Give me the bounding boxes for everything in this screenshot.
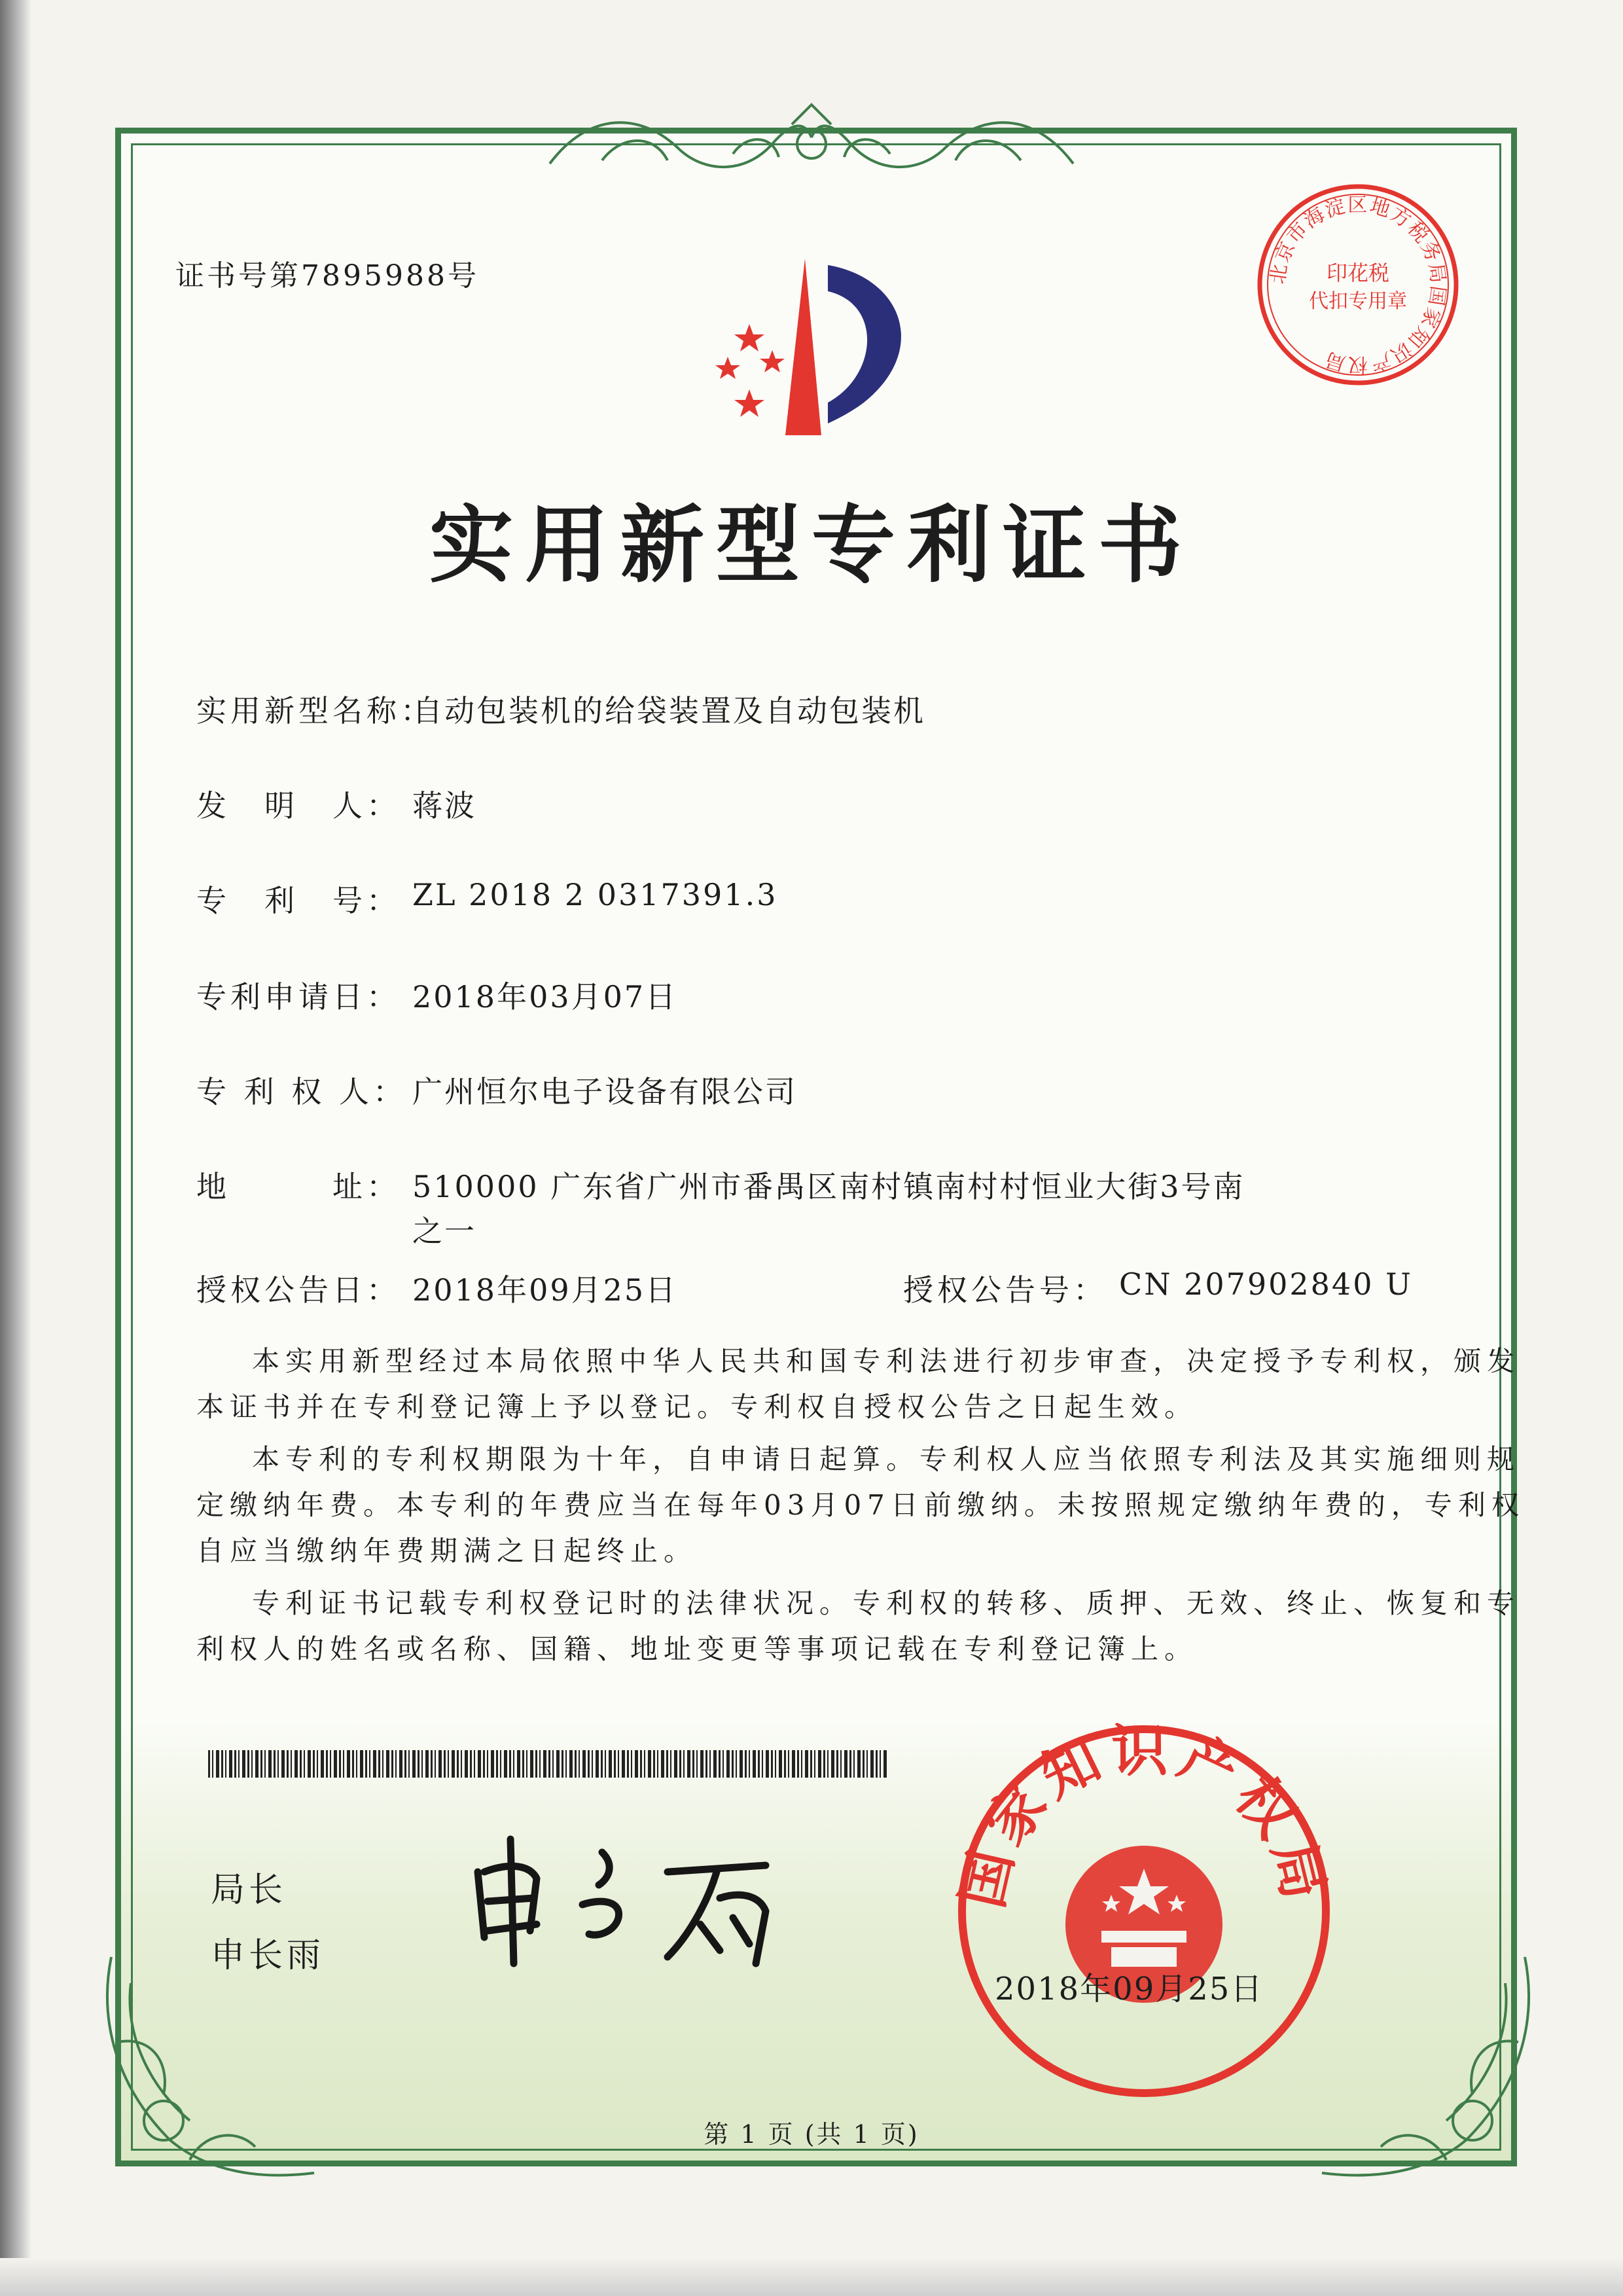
handwritten-signature xyxy=(458,1826,825,1977)
signatory-name: 申长雨 xyxy=(211,1936,325,1975)
paragraph-2-line-3: 自应当缴纳年费期满之日起终止。 xyxy=(196,1535,698,1567)
field-label-grant-date: 授权公告日： xyxy=(196,1272,401,1308)
bottom-left-corner-ornament xyxy=(92,1944,327,2193)
tax-stamp-ring-text: 北京市海淀区地方税务局国家知识产权局 xyxy=(1266,193,1450,376)
paragraph-3-line-1: 专利证书记载专利权登记时的法律状况。专利权的转移、质押、无效、终止、恢复和专 xyxy=(252,1587,1521,1619)
certificate-number: 证书号第7895988号 xyxy=(175,259,479,293)
tax-stamp-center-line1: 印花税 xyxy=(1326,260,1390,285)
field-value-address-line2: 之一 xyxy=(412,1213,476,1249)
field-value-patent-no: ZL 2018 2 0317391.3 xyxy=(412,877,778,912)
cnipa-emblem-icon xyxy=(687,252,936,448)
field-value-patentee: 广州恒尔电子设备有限公司 xyxy=(412,1074,797,1109)
field-value-filing-date: 2018年03月07日 xyxy=(412,979,678,1014)
paragraph-1-line-2: 本证书并在专利登记簿上予以登记。专利权自授权公告之日起生效。 xyxy=(196,1391,1198,1423)
field-value-name: 自动包装机的给袋装置及自动包装机 xyxy=(412,693,925,728)
barcode xyxy=(208,1750,889,1778)
seal-date: 2018年09月25日 xyxy=(995,1971,1264,2007)
scan-page-edge xyxy=(0,0,31,2296)
paragraph-1-line-1: 本实用新型经过本局依照中华人民共和国专利法进行初步审查，决定授予专利权，颁发 xyxy=(252,1345,1521,1377)
bottom-right-corner-ornament xyxy=(1309,1944,1544,2193)
paragraph-2-line-2: 定缴纳年费。本专利的年费应当在每年03月07日前缴纳。未按照规定缴纳年费的，专利权 xyxy=(196,1489,1525,1521)
field-label-inventor: 发 明 人： xyxy=(196,788,401,823)
scan-bottom-edge xyxy=(0,2258,1623,2296)
field-label-announcement-no: 授权公告号： xyxy=(903,1272,1107,1308)
field-value-grant-date: 2018年09月25日 xyxy=(412,1272,678,1308)
top-ornament xyxy=(537,98,1086,183)
tax-stamp xyxy=(1250,177,1466,393)
certificate-title: 实用新型专利证书 xyxy=(429,497,1194,594)
tax-stamp-center-line2: 代扣专用章 xyxy=(1309,290,1407,313)
field-value-announcement-no: CN 207902840 U xyxy=(1119,1266,1413,1302)
paragraph-2-line-1: 本专利的专利权期限为十年，自申请日起算。专利权人应当依照专利法及其实施细则规 xyxy=(252,1443,1521,1475)
field-label-patent-no: 专 利 号： xyxy=(196,883,401,918)
field-label-patentee: 专 利 权 人： xyxy=(196,1074,407,1109)
field-label-address: 地 址： xyxy=(196,1169,401,1204)
field-value-inventor: 蒋波 xyxy=(412,788,476,823)
seal-ring-text: 国家知识产权局 xyxy=(949,1718,1339,1914)
official-seal xyxy=(948,1715,1340,2108)
field-label-filing-date: 专利申请日： xyxy=(196,979,401,1014)
page-number: 第 1 页 (共 1 页) xyxy=(704,2120,919,2149)
paragraph-3-line-2: 利权人的姓名或名称、国籍、地址变更等事项记载在专利登记簿上。 xyxy=(196,1633,1198,1665)
field-value-address: 510000 广东省广州市番禺区南村镇南村村恒业大街3号南 xyxy=(412,1169,1245,1204)
field-label-name: 实用新型名称： xyxy=(196,693,435,728)
signatory-title: 局长 xyxy=(211,1871,287,1910)
